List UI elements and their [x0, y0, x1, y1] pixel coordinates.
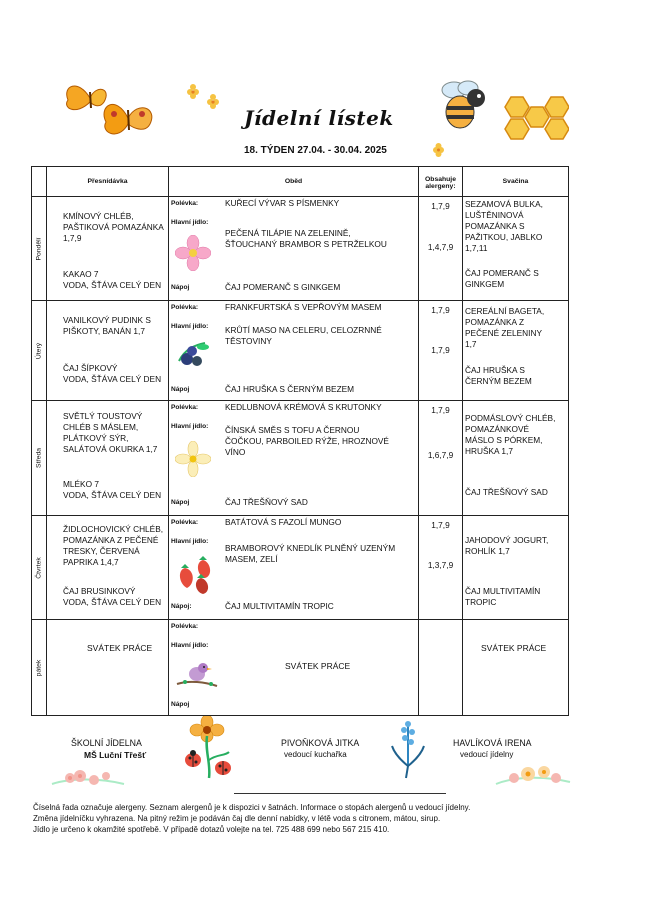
holiday-text: SVÁTEK PRÁCE: [87, 643, 153, 653]
day-cell: [32, 516, 47, 620]
flower-icon: [50, 764, 126, 794]
snack-drink: ČAJ HRUŠKA S ČERNÝM BEZEM: [465, 365, 532, 386]
footer-divider: [234, 793, 446, 794]
flower-icon: [175, 235, 211, 271]
allergen-cell: [419, 620, 463, 716]
main-text: PEČENÁ TILÁPIE NA ZELENINĚ, ŠŤOUCHANÝ BRAMBOR S PETRŽELKOU: [225, 228, 387, 249]
breakfast-cell: [47, 620, 169, 716]
snack-cell: [463, 197, 569, 301]
soup-label: Polévka:: [171, 519, 199, 526]
holiday-text: SVÁTEK PRÁCE: [285, 661, 351, 671]
lunch-cell: [169, 197, 419, 301]
main-label: Hlavní jídlo:: [171, 323, 209, 330]
lunch-cell: [169, 301, 419, 401]
snack-cell: [463, 301, 569, 401]
change-note: Změna jídelníčku vyhrazena. Na pitný režim je podáván čaj dle denní nabídky, v létě voda s citronem, mátou, sirup.: [33, 814, 441, 823]
main-allergens: 1,7,9: [431, 345, 450, 355]
snack-drink: ČAJ TŘEŠŇOVÝ SAD: [465, 487, 548, 497]
allergen-cell: [419, 301, 463, 401]
bird-icon: [175, 658, 219, 692]
day-label: Pondělí: [35, 236, 43, 261]
header-snack: Svačina: [463, 167, 569, 197]
day-row: [32, 197, 569, 301]
soup-text: KUŘECÍ VÝVAR S PÍSMENKY: [225, 198, 340, 208]
drink-label: Nápoj: [171, 386, 190, 393]
main-text: BRAMBOROVÝ KNEDLÍK PLNĚNÝ UZENÝM MASEM, ZELÍ: [225, 543, 396, 564]
breakfast-main: ŽIDLOCHOVICKÝ CHLÉB, POMAZÁNKA Z PEČENÉ TRESKY, ČERVENÁ PAPRIKA 1,4,7: [63, 524, 164, 567]
breakfast-cell: [47, 401, 169, 516]
drink-label: Nápoj: [171, 701, 190, 708]
lunch-cell: [169, 620, 419, 716]
snack-main: JAHODOVÝ JOGURT, ROHLÍK 1,7: [465, 535, 549, 556]
header-breakfast: Přesnídávka: [47, 167, 169, 197]
flower-icon: [390, 718, 426, 780]
bee-icon: [432, 78, 494, 134]
snack-drink: ČAJ MULTIVITAMÍN TROPIC: [465, 586, 541, 607]
lunch-cell: [169, 516, 419, 620]
day-row: [32, 401, 569, 516]
main-text: KRŮTÍ MASO NA CELERU, CELOZRNNÉ TĚSTOVINY: [225, 325, 382, 346]
soup-allergens: 1,7,9: [431, 405, 450, 415]
allergen-cell: [419, 516, 463, 620]
drink-label: Nápoj: [171, 499, 190, 506]
drink-label: Nápoj:: [171, 603, 192, 610]
soup-label: Polévka:: [171, 200, 199, 207]
cook-name: PIVOŇKOVÁ JITKA: [281, 738, 360, 748]
main-label: Hlavní jídlo:: [171, 219, 209, 226]
allergen-note: Číselná řada označuje alergeny. Seznam alergenů je k dispozici v šatnách. Informace o stopách alergenů u vedoucí jídelny.: [33, 803, 471, 812]
day-cell: [32, 197, 47, 301]
main-label: Hlavní jídlo:: [171, 423, 209, 430]
table-header-row: [32, 167, 569, 197]
snack-cell: [463, 516, 569, 620]
day-label: Čtvrtek: [35, 556, 43, 579]
soup-text: BATÁTOVÁ S FAZOLÍ MUNGO: [225, 517, 342, 527]
breakfast-main: KMÍNOVÝ CHLÉB, PAŠTIKOVÁ POMAZÁNKA 1,7,9: [63, 211, 164, 243]
day-label: Středa: [35, 447, 43, 469]
butterfly-icon: [60, 78, 160, 143]
drink-text: ČAJ HRUŠKA S ČERNÝM BEZEM: [225, 384, 355, 394]
soup-text: FRANKFURTSKÁ S VEPŘOVÝM MASEM: [225, 302, 382, 312]
page-title: Jídelní lístek: [244, 106, 394, 130]
main-label: Hlavní jídlo:: [171, 642, 209, 649]
day-cell: [32, 401, 47, 516]
flower-icon: [180, 84, 224, 114]
contact-note: Jídlo je určeno k okamžité spotřebě. V případě dotazů volejte na tel. 725 488 699 nebo 567 215 410.: [33, 825, 390, 834]
breakfast-cell: [47, 197, 169, 301]
breakfast-cell: [47, 301, 169, 401]
main-text: ČÍNSKÁ SMĚS S TOFU A ČERNOU ČOČKOU, PARBOILED RÝŽE, HROZNOVÉ VÍNO: [225, 425, 389, 457]
day-cell: [32, 620, 47, 716]
header-lunch: Oběd: [169, 167, 419, 197]
school-name: ŠKOLNÍ JÍDELNA: [71, 738, 142, 748]
menu-table: [31, 166, 569, 716]
soup-allergens: 1,7,9: [431, 520, 450, 530]
week-label: 18. TÝDEN 27.04. - 30.04. 2025: [244, 145, 387, 156]
strawberry-icon: [175, 554, 215, 594]
head-role: vedoucí jídelny: [460, 750, 514, 759]
breakfast-drink: KAKAO 7 VODA, ŠŤÁVA CELÝ DEN: [63, 269, 162, 290]
breakfast-drink: ČAJ ŠÍPKOVÝ VODA, ŠŤÁVA CELÝ DEN: [63, 363, 162, 384]
day-label: Úterý: [35, 342, 43, 359]
ladybug-icon: [181, 716, 237, 782]
flower-icon: [428, 140, 458, 160]
soup-text: KEDLUBNOVÁ KRÉMOVÁ S KRUTONKY: [225, 402, 382, 412]
header-day: [32, 167, 47, 197]
flower-icon: [175, 441, 211, 477]
soup-label: Polévka:: [171, 304, 199, 311]
blueberry-icon: [175, 339, 213, 371]
main-allergens: 1,6,7,9: [427, 450, 454, 460]
allergen-cell: [419, 401, 463, 516]
soup-allergens: 1,7,9: [431, 305, 450, 315]
snack-main: SEZAMOVÁ BULKA, LUŠTĚNINOVÁ POMAZÁNKA S PAŽITKOU, JABLKO 1,7,11: [465, 199, 543, 253]
drink-label: Nápoj: [171, 284, 190, 291]
breakfast-drink: MLÉKO 7 VODA, ŠŤÁVA CELÝ DEN: [63, 479, 162, 500]
snack-main: CEREÁLNÍ BAGETA, POMAZÁNKA Z PEČENÉ ZELENINY 1,7: [465, 306, 545, 349]
honeycomb-icon: [497, 93, 569, 147]
snack-cell: [463, 401, 569, 516]
day-row: [32, 516, 569, 620]
allergen-cell: [419, 197, 463, 301]
drink-text: ČAJ MULTIVITAMÍN TROPIC: [225, 601, 334, 611]
drink-text: ČAJ POMERANČ S GINKGEM: [225, 282, 341, 292]
drink-text: ČAJ TŘEŠŇOVÝ SAD: [225, 497, 308, 507]
snack-main: PODMÁSLOVÝ CHLÉB, POMAZÁNKOVÉ MÁSLO S PÓRKEM, HRUŠKA 1,7: [465, 413, 556, 456]
cook-role: vedoucí kuchařka: [284, 750, 347, 759]
snack-drink: ČAJ POMERANČ S GINKGEM: [465, 268, 539, 289]
lunch-cell: [169, 401, 419, 516]
main-allergens: 1,3,7,9: [427, 560, 454, 570]
breakfast-main: VANILKOVÝ PUDINK S PIŠKOTY, BANÁN 1,7: [63, 315, 151, 336]
main-label: Hlavní jídlo:: [171, 538, 209, 545]
flower-icon: [492, 760, 572, 794]
head-name: HAVLÍKOVÁ IRENA: [453, 738, 532, 748]
day-row: [32, 620, 569, 716]
soup-allergens: 1,7,9: [431, 201, 450, 211]
header-allergens: Obsahuje alergeny:: [419, 167, 463, 197]
snack-cell: [463, 620, 569, 716]
breakfast-drink: ČAJ BRUSINKOVÝ VODA, ŠŤÁVA CELÝ DEN: [63, 586, 162, 607]
breakfast-main: SVĚTLÝ TOUSTOVÝ CHLÉB S MÁSLEM, PLÁTKOVÝ SÝR, SALÁTOVÁ OKURKA 1,7: [63, 411, 158, 454]
soup-label: Polévka:: [171, 623, 199, 630]
holiday-text: SVÁTEK PRÁCE: [481, 643, 547, 653]
soup-label: Polévka:: [171, 404, 199, 411]
day-cell: [32, 301, 47, 401]
day-label: pátek: [35, 659, 43, 676]
day-row: [32, 301, 569, 401]
breakfast-cell: [47, 516, 169, 620]
main-allergens: 1,4,7,9: [427, 242, 454, 252]
school-location: MŠ Luční Třešť: [84, 750, 147, 760]
